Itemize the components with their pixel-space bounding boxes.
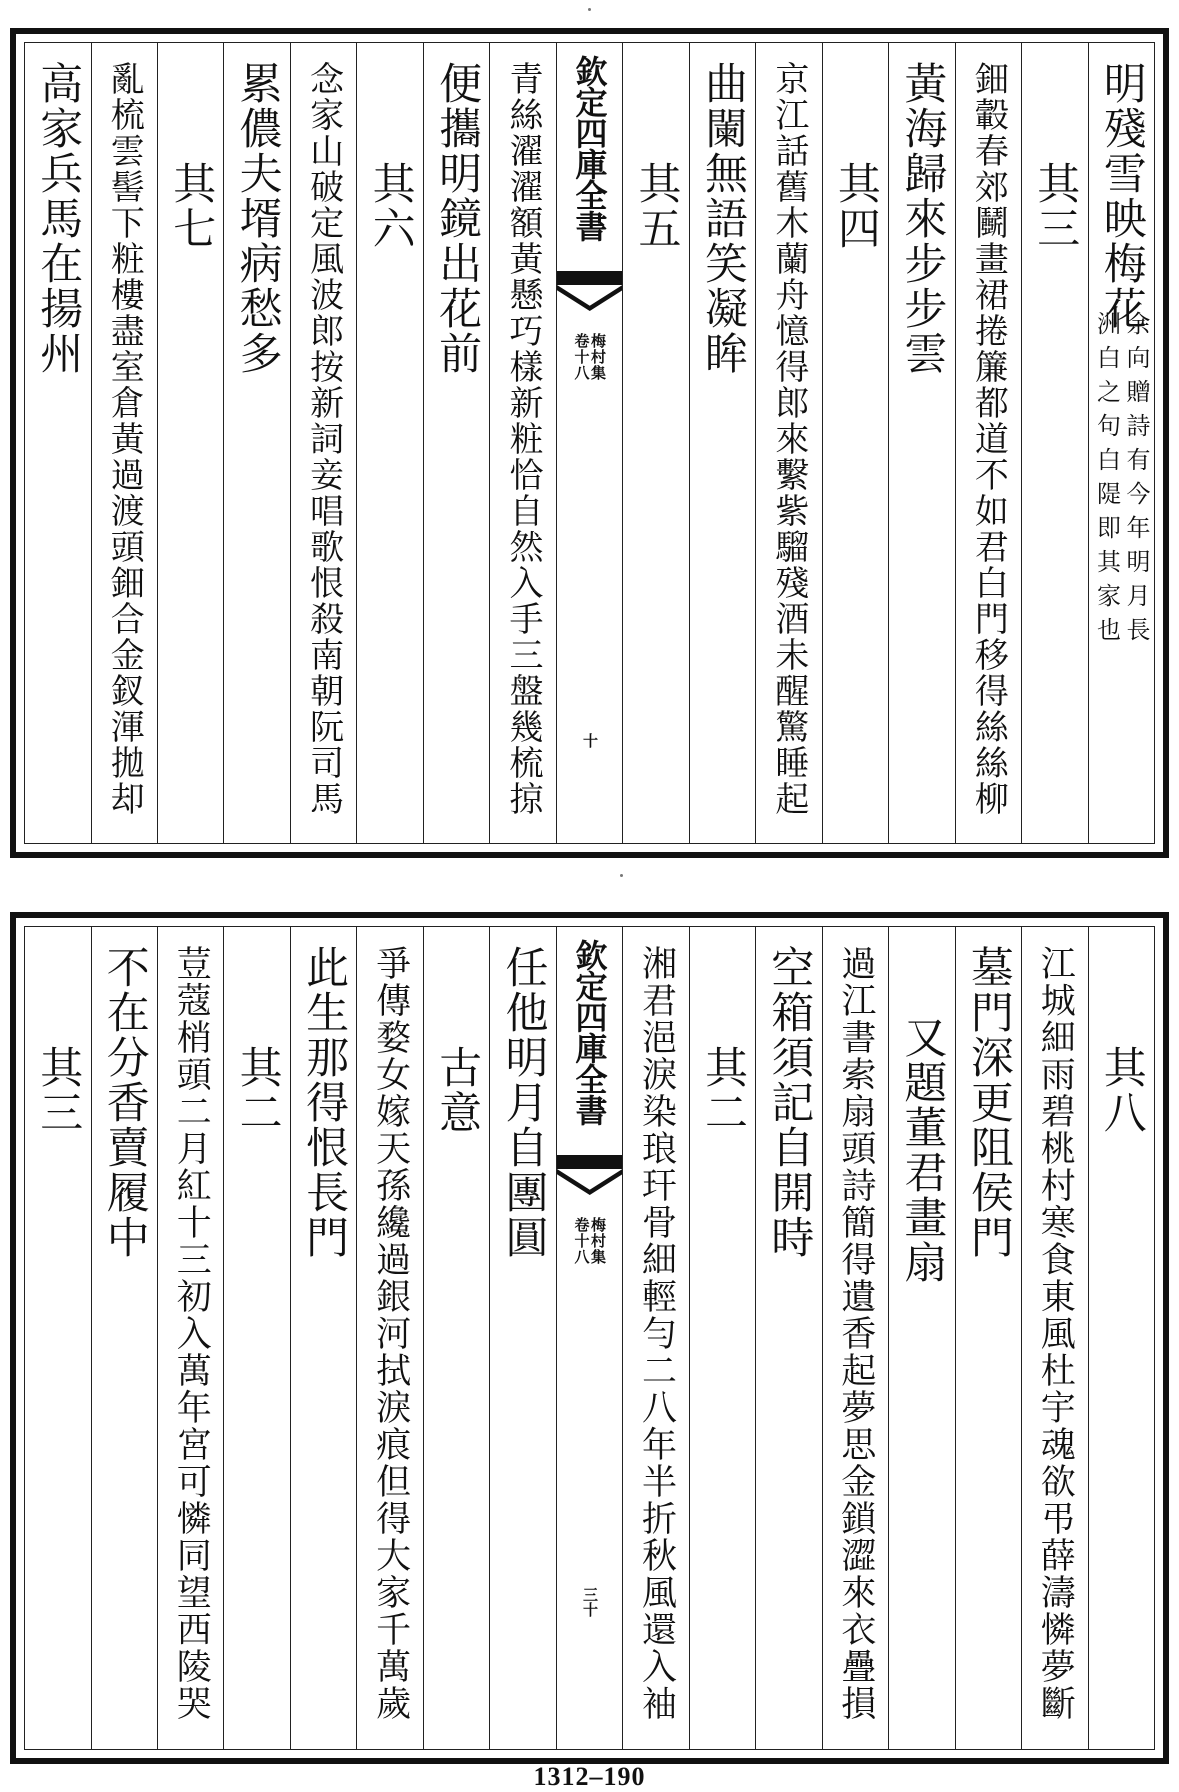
bottom-column	[489, 927, 555, 1749]
poem-heading: 其二	[697, 1045, 748, 1135]
poem-heading: 其三	[1030, 161, 1081, 251]
bottom-column	[290, 927, 356, 1749]
poem-line: 此生那得恨長門	[299, 945, 350, 1260]
commentary-note: 余向贈詩有今年明月長	[1122, 311, 1150, 651]
fold-black-bar	[557, 1155, 622, 1169]
poem-line: 江城細雨碧桃村寒食東風杜宇魂欲弔薛濤憐夢斷	[1035, 945, 1076, 1722]
top-column	[755, 43, 821, 843]
bottom-column	[955, 927, 1021, 1749]
bottom-column	[1021, 927, 1087, 1749]
top-column	[91, 43, 157, 843]
poem-line: 鈿轂春郊鬭畫裙捲簾都道不如君白門移得絲絲柳	[968, 61, 1009, 817]
bottom-column	[622, 927, 688, 1749]
fold-book-volume: 梅村集 卷十八	[572, 1217, 608, 1265]
bottom-page-frame	[10, 912, 1169, 1764]
page-number: 1312–190	[533, 1762, 646, 1791]
poem-line: 過江書索扇頭詩簡得遺香起夢思金鎖澀來衣疊損	[835, 945, 876, 1722]
poem-title: 又題董君畫扇	[897, 1015, 948, 1285]
poem-line: 荳蔻梢頭二月紅十三初入萬年宮可憐同望西陵哭	[171, 945, 212, 1722]
poem-title-line: 明殘雪映梅花	[1096, 61, 1147, 331]
fish-tail-mark-icon	[557, 1169, 622, 1195]
bottom-column	[423, 927, 489, 1749]
bottom-column	[556, 927, 622, 1749]
top-column	[157, 43, 223, 843]
top-column	[955, 43, 1021, 843]
fold-leaf-number: 三十	[581, 1587, 600, 1617]
bottom-column	[888, 927, 954, 1749]
top-column	[888, 43, 954, 843]
top-column	[622, 43, 688, 843]
bottom-page-columns	[24, 926, 1155, 1750]
poem-line: 湘君浥淚染琅玕骨細輕勻二八年半折秋風還入袖	[636, 945, 677, 1722]
top-page-columns	[24, 42, 1155, 844]
top-column	[223, 43, 289, 843]
poem-line: 青絲濯濯額黃懸巧樣新粧恰自然入手三盤幾梳掠	[503, 61, 544, 817]
bottom-column	[25, 927, 90, 1749]
top-column	[822, 43, 888, 843]
poem-heading: 其四	[830, 161, 881, 251]
fold-leaf-number: 十	[581, 733, 600, 748]
bottom-column	[223, 927, 289, 1749]
poem-heading: 古意	[432, 1045, 483, 1135]
bottom-column	[689, 927, 755, 1749]
poem-heading: 其七	[166, 161, 217, 251]
top-column	[689, 43, 755, 843]
fold-series-title: 欽定四庫全書	[570, 939, 609, 1125]
poem-heading: 其二	[232, 1045, 283, 1135]
bottom-column	[822, 927, 888, 1749]
poem-line: 空箱須記自開時	[764, 945, 815, 1260]
poem-heading: 其五	[631, 161, 682, 251]
poem-line: 爭傳婺女嫁天孫纔過銀河拭淚痕但得大家千萬歲	[370, 945, 411, 1722]
poem-line: 京江話舊木蘭舟憶得郎來繫紫騮殘酒未醒驚睡起	[768, 61, 809, 817]
top-column	[1021, 43, 1087, 843]
poem-heading: 其三	[33, 1045, 84, 1135]
top-column	[356, 43, 422, 843]
top-column	[290, 43, 356, 843]
top-column	[25, 43, 90, 843]
poem-line: 念家山破定風波郎按新詞妾唱歌恨殺南朝阮司馬	[303, 61, 344, 817]
poem-line: 黃海歸來步步雲	[897, 61, 948, 376]
poem-line: 亂梳雲髻下粧樓盡室倉黃過渡頭鈿合金釵渾拋却	[104, 61, 145, 817]
fold-black-bar	[557, 271, 622, 285]
bottom-column	[157, 927, 223, 1749]
fold-book-volume: 梅村集 卷十八	[572, 333, 608, 381]
top-column	[423, 43, 489, 843]
poem-line: 累儂夫壻病愁多	[232, 61, 283, 376]
poem-line: 曲闌無語笑凝眸	[697, 61, 748, 376]
top-column	[1088, 43, 1154, 843]
commentary-note: 洲白之句白隄即其家也	[1092, 311, 1121, 651]
fish-tail-mark-icon	[557, 285, 622, 311]
top-page-frame	[10, 28, 1169, 858]
top-column	[489, 43, 555, 843]
bottom-column	[356, 927, 422, 1749]
poem-line: 墓門深更阻侯門	[963, 945, 1014, 1260]
bottom-column	[755, 927, 821, 1749]
bottom-column	[1088, 927, 1154, 1749]
poem-line: 不在分香賣履中	[99, 945, 150, 1260]
bottom-column	[91, 927, 157, 1749]
poem-heading: 其八	[1096, 1045, 1147, 1135]
poem-line: 任他明月自團圓	[498, 945, 549, 1260]
scan-speck	[620, 874, 623, 877]
poem-line: 高家兵馬在揚州	[33, 61, 84, 376]
scan-speck	[588, 8, 591, 11]
fold-series-title: 欽定四庫全書	[570, 55, 609, 241]
top-column	[556, 43, 622, 843]
poem-line: 便攜明鏡出花前	[432, 61, 483, 376]
poem-heading: 其六	[365, 161, 416, 251]
